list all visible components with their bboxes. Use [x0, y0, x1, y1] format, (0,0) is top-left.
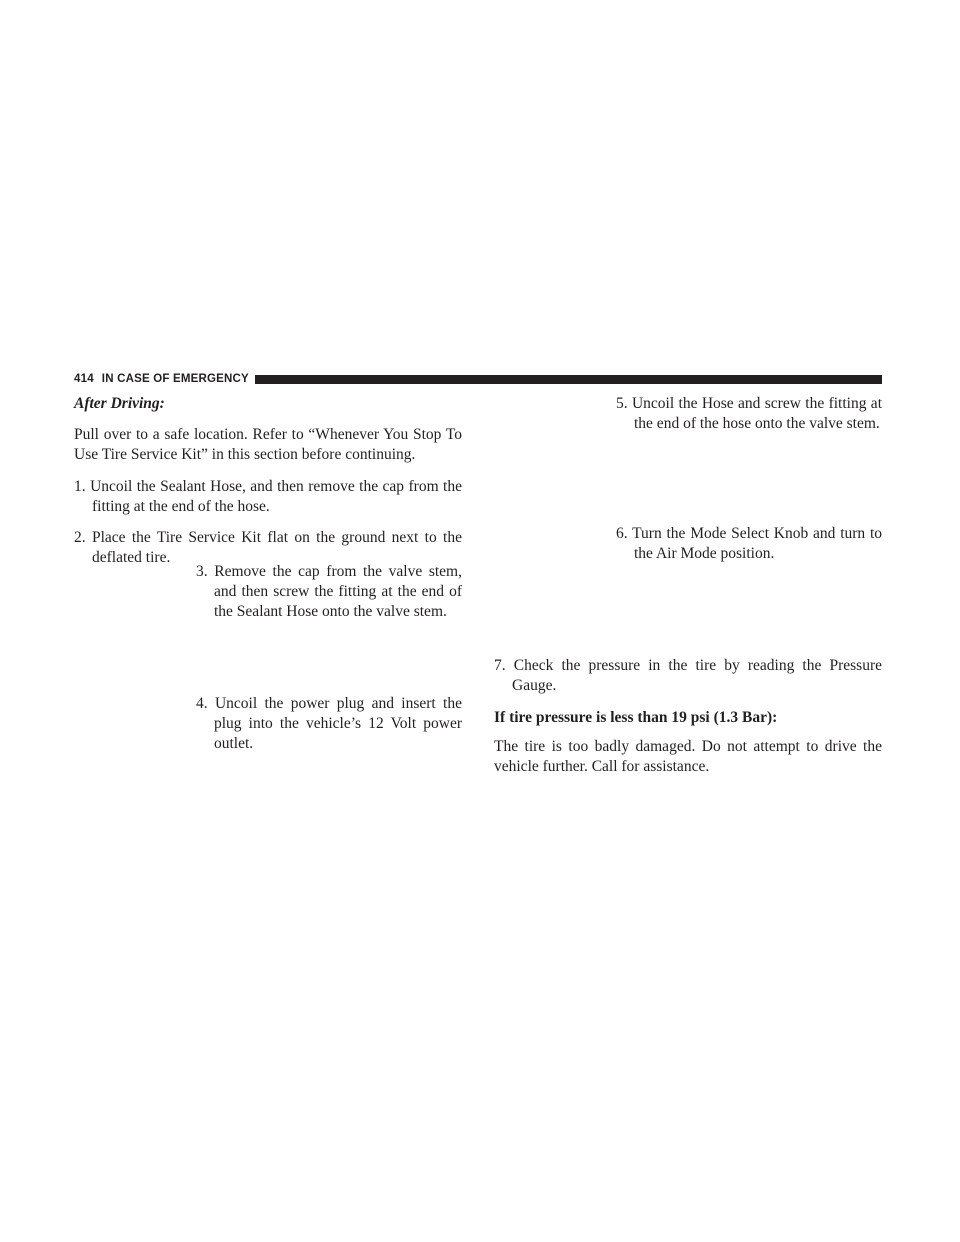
step-1: 1. Uncoil the Sealant Hose, and then remove the cap from the fitting at the end of the hose. [74, 478, 462, 515]
after-driving-heading: After Driving: [74, 395, 165, 412]
intro-paragraph: Pull over to a safe location. Refer to “Whenever You Stop To Use Tire Service Kit” in this section before continuing. [74, 426, 462, 463]
step-4: 4. Uncoil the power plug and insert the plug into the vehicle’s 12 Volt power outlet. [196, 695, 462, 752]
step-7: 7. Check the pressure in the tire by reading the Pressure Gauge. [494, 657, 882, 694]
step-2: 2. Place the Tire Service Kit flat on the ground next to the deflated tire. [74, 529, 462, 566]
step-5: 5. Uncoil the Hose and screw the fitting at the end of the hose onto the valve stem. [616, 395, 882, 432]
step-3: 3. Remove the cap from the valve stem, and then screw the fitting at the end of the Sealant Hose onto the valve stem. [196, 563, 462, 620]
step-6: 6. Turn the Mode Select Knob and turn to the Air Mode position. [616, 525, 882, 562]
page-number: 414 [74, 373, 94, 385]
page-header [74, 371, 882, 387]
header-rule [255, 375, 882, 384]
low-pressure-heading: If tire pressure is less than 19 psi (1.3 Bar): [494, 709, 778, 726]
section-title: IN CASE OF EMERGENCY [101, 373, 249, 385]
damage-warning: The tire is too badly damaged. Do not attempt to drive the vehicle further. Call for assistance. [494, 738, 882, 775]
